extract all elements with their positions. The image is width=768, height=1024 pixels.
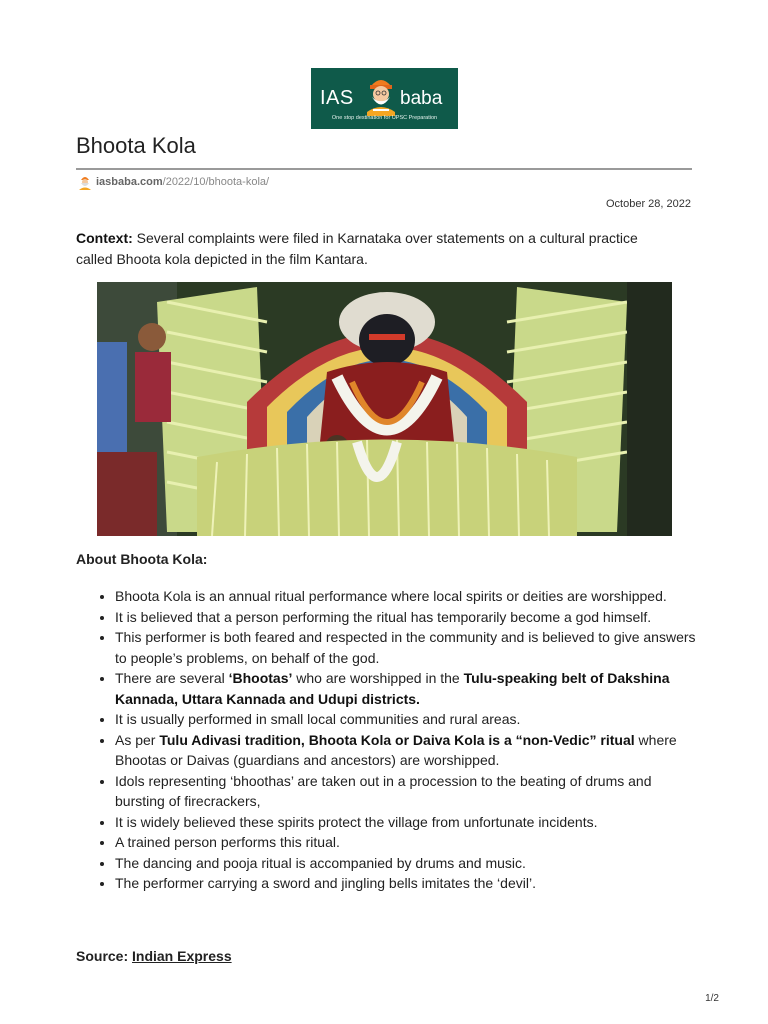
page-title: Bhoota Kola (76, 133, 196, 158)
text: There are several (115, 670, 229, 686)
text: Idols representing ‘bhoothas’ are taken out in a procession to the beating of drums and bursting of firecrackers, (115, 772, 652, 809)
text: The dancing and pooja ritual is accompanied by drums and music. (115, 854, 526, 871)
text: It is widely believed these spirits protect the village from unfortunate incidents. (115, 813, 598, 830)
bullet-list (76, 586, 696, 894)
about-heading: About Bhoota Kola: (76, 551, 208, 567)
page-number: 1/2 (705, 993, 719, 1004)
list-item (115, 771, 696, 812)
list-item (115, 627, 696, 668)
source-host: iasbaba.com (96, 176, 163, 188)
list-item (115, 873, 696, 894)
list-item (115, 832, 696, 853)
source-path: /2022/10/bhoota-kola/ (162, 176, 270, 188)
list-item (115, 709, 696, 730)
bhoota-kola-photo (97, 282, 672, 536)
iasbaba-logo (311, 68, 458, 129)
logo-left-text: IAS (320, 87, 354, 109)
text: It is believed that a person performing the ritual has temporarily become a god himself. (115, 608, 652, 625)
mascot-icon (363, 72, 399, 116)
text: where Bhootas or Daivas (guardians and ancestors) are worshipped. (115, 731, 677, 768)
list-item (115, 853, 696, 874)
source-link[interactable]: Indian Express (132, 948, 232, 964)
context-label: Context: (76, 230, 133, 246)
favicon-icon (78, 174, 92, 190)
source-credit (76, 948, 232, 964)
logo-right-text: baba (400, 88, 443, 109)
source-label: Source: (76, 948, 129, 964)
logo-tagline: One stop destination for UPSC Preparation (331, 115, 438, 121)
list-item (115, 586, 696, 607)
text: Bhoota Kola is an annual ritual performance where local spirits or deities are worshipped. (115, 588, 667, 604)
bold-text: ‘Bhootas’ (228, 670, 293, 686)
text: The performer carrying a sword and jingling bells imitates the ‘devil’. (115, 875, 536, 891)
list-item (115, 812, 696, 833)
title-divider (76, 168, 692, 170)
text: who are worshipped in the (292, 670, 464, 686)
text: As per (115, 731, 160, 748)
publish-date: October 28, 2022 (605, 198, 691, 210)
bold-text: Tulu Adivasi tradition, Bhoota Kola or Daiva Kola is a “non-Vedic” ritual (159, 731, 635, 748)
list-item (115, 668, 696, 709)
text: This performer is both feared and respected in the community and is believed to give answers to people’s problems, on behalf of the god. (115, 629, 696, 666)
list-item (115, 607, 696, 628)
list-item (115, 730, 696, 771)
context-paragraph (76, 228, 676, 269)
source-url[interactable] (78, 174, 269, 190)
text: It is usually performed in small local communities and rural areas. (115, 711, 521, 727)
context-text: Several complaints were filed in Karnataka over statements on a cultural practice called Bhoota kola depicted in the film Kantara. (76, 230, 638, 267)
bold-text: Tulu-speaking belt of Dakshina Kannada, Uttara Kannada and Udupi districts. (115, 670, 670, 707)
text: A trained person performs this ritual. (115, 834, 340, 850)
